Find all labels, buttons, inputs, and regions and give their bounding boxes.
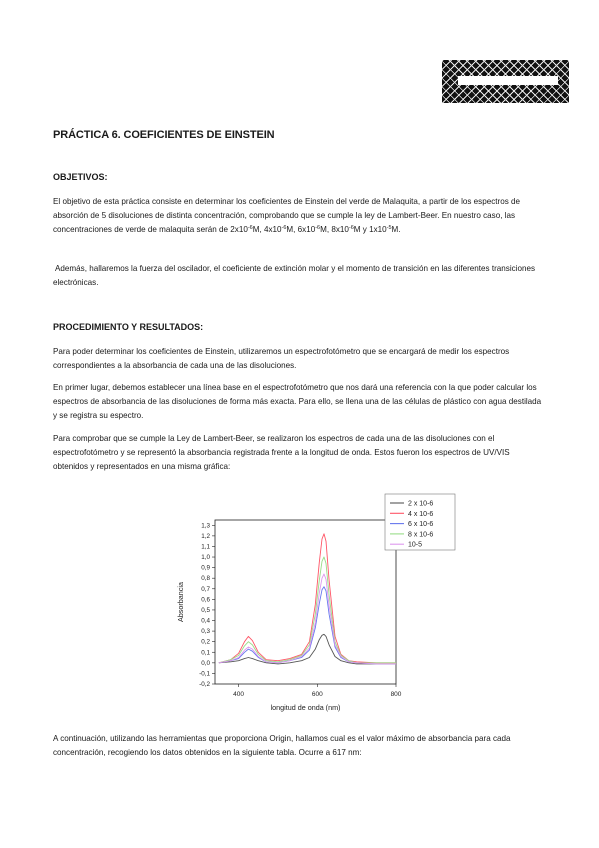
y-tick-label: 1,2 (201, 532, 210, 540)
y-tick-label: -0,2 (199, 681, 210, 688)
procedimiento-paragraph-4: A continuación, utilizando las herramientas que proporciona Origin, hallamos cual es el valor máximo de absorbancia para cada concentración, recogiendo los datos obtenidos en la siguiente tabla. Ocurre a 617 nm: (53, 734, 511, 757)
y-tick-label: 0,8 (201, 575, 210, 583)
y-tick-label: 0,3 (201, 628, 210, 636)
procedimiento-paragraph-3: Para comprobar que se cumple la Ley de Lambert-Beer, se realizaron los espectros de cada una de las disoluciones con el espectrofotómetro y se representó la absorbancia registrada frente a la longitud de onda. Estos fueron los espectros de UV/VIS obtenidos y representados en una misma gráfica: (53, 434, 510, 471)
y-tick-label: 1,0 (201, 554, 210, 562)
x-axis-label: longitud de onda (nm) (270, 703, 341, 712)
series-line (219, 574, 396, 664)
procedimiento-paragraph-1: Para poder determinar los coeficientes de Einstein, utilizaremos un espectrofotómetro que se encargará de medir los espectros correspondientes a la absorbancia de cada una de las disoluciones. (53, 347, 510, 370)
y-tick-label: 0,0 (201, 659, 210, 667)
legend-label: 10-5 (408, 541, 423, 549)
y-axis-label: Absorbancia (176, 582, 185, 622)
x-tick-label: 800 (390, 691, 402, 698)
header-pattern-bar (458, 76, 558, 85)
section-heading-procedimiento: PROCEDIMIENTO Y RESULTADOS: (53, 322, 204, 332)
y-tick-label: -0,1 (199, 670, 210, 678)
legend-label: 4 x 10-6 (408, 510, 434, 518)
y-tick-label: 1,3 (201, 522, 210, 530)
y-tick-label: 0,6 (201, 596, 210, 604)
y-tick-label: 0,9 (201, 564, 210, 572)
y-tick-label: 1,1 (201, 543, 210, 551)
y-tick-label: 0,4 (201, 617, 210, 625)
legend-label: 8 x 10-6 (408, 531, 434, 539)
x-tick-label: 400 (233, 691, 245, 698)
objetivos-paragraph-1: El objetivo de esta práctica consiste en determinar los coeficientes de Einstein del verde de Malaquita, a partir de los espectros de absorción de 5 disoluciones de distinta concentración, comprobando que se cumple la ley de Lambert-Beer. En nuestro caso, las concentraciones de verde de malaquita serán de $2x10^{-6}M$, $4x10^{-6}M$, $6x10^{-6}M$, $8x10^{-6}M$ y $1x10^{-5}M$. (53, 197, 520, 234)
legend-label: 6 x 10-6 (408, 521, 434, 529)
section-heading-objetivos: OBJETIVOS: (53, 172, 108, 182)
y-tick-label: 0,5 (201, 606, 210, 614)
series-line (219, 534, 396, 663)
series-line (219, 587, 396, 664)
objetivos-paragraph-2: Además, hallaremos la fuerza del oscilador, el coeficiente de extinción molar y el momento de transición en las diferentes transiciones electrónicas. (53, 264, 536, 287)
y-tick-label: 0,2 (201, 638, 210, 646)
series-line (219, 557, 396, 663)
y-tick-label: 0,1 (201, 649, 210, 657)
legend-label: 2 x 10-6 (408, 500, 434, 508)
procedimiento-paragraph-2: En primer lugar, debemos establecer una línea base en el espectrofotómetro que nos dará una referencia con la que poder calcular los espectros de absorbancia de las disoluciones de forma más exacta. Para ello, se llena una de las células de plástico con agua destilada y se registra su espectro. (53, 383, 542, 420)
absorbance-spectra-chart (170, 488, 460, 718)
document-title: PRÁCTICA 6. COEFICIENTES DE EINSTEIN (53, 129, 275, 141)
y-tick-label: 0,7 (201, 585, 210, 593)
x-tick-label: 600 (311, 691, 323, 698)
